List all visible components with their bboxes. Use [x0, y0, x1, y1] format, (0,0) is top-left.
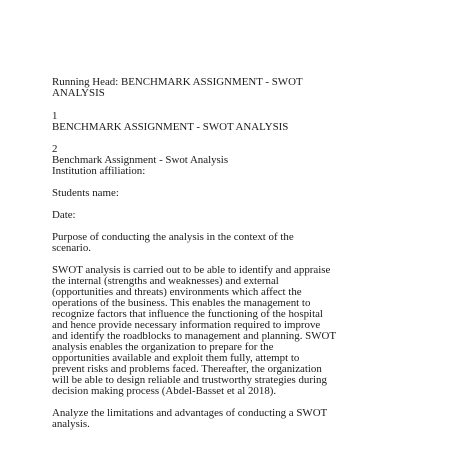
paragraph-line-1: SWOT analysis is carried out to be able to identify and appraise [52, 264, 331, 276]
student-name: Students name: [52, 187, 119, 199]
paragraph-line-7: and identify the roadblocks to management and planning. SWOT [52, 330, 336, 342]
date-label: Date: [52, 209, 76, 221]
paragraph-line-9: opportunities available and exploit them fully, attempt to [52, 352, 300, 364]
paragraph-line-4: operations of the business. This enables the management to [52, 297, 311, 309]
page-number-2: 2 [52, 143, 58, 155]
running-head-line-2: ANALYSIS [52, 87, 105, 99]
paragraph-line-6: and hence provide necessary information required to improve [52, 319, 321, 331]
purpose-heading-line-2: scenario. [52, 242, 92, 254]
paragraph-line-8: analysis enables the organization to prepare for the [52, 341, 274, 353]
institution-affiliation: Institution affiliation: [52, 165, 146, 177]
paragraph-line-5: recognize factors that influence the functioning of the hospital [52, 308, 323, 320]
analyze-heading-line-2: analysis. [52, 418, 90, 430]
paragraph-line-2: the internal (strengths and weaknesses) and external [52, 275, 279, 287]
purpose-heading-line-1: Purpose of conducting the analysis in the context of the [52, 231, 294, 243]
running-head-line-1: Running Head: BENCHMARK ASSIGNMENT - SWOT [52, 76, 303, 88]
page-heading: BENCHMARK ASSIGNMENT - SWOT ANALYSIS [52, 121, 289, 133]
document-title: Benchmark Assignment - Swot Analysis [52, 154, 229, 166]
page-number-1: 1 [52, 110, 58, 122]
paragraph-line-12: decision making process (Abdel-Basset et al 2018). [52, 385, 277, 397]
paragraph-line-10: prevent risks and problems faced. Thereafter, the organization [52, 363, 322, 375]
paragraph-line-11: will be able to design reliable and trustworthy strategies during [52, 374, 327, 386]
paragraph-line-3: (opportunities and threats) environments which affect the [52, 286, 302, 298]
analyze-heading-line-1: Analyze the limitations and advantages of conducting a SWOT [52, 407, 328, 419]
